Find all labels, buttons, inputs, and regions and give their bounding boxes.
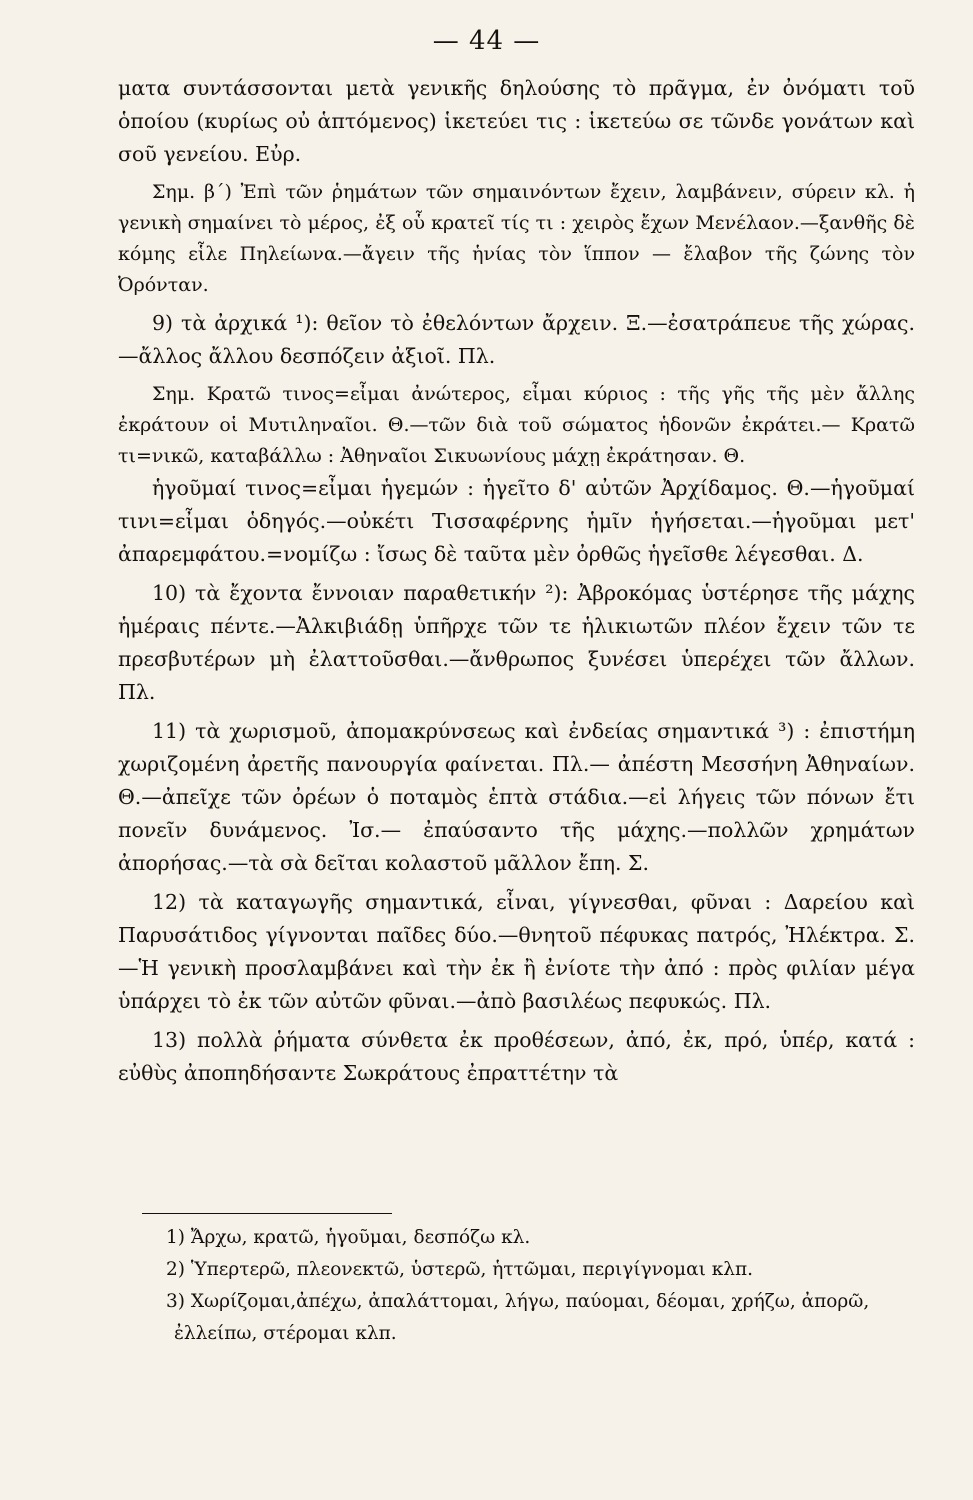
footnote-divider	[142, 1213, 392, 1214]
paragraph-item-13: 13) πολλὰ ῥήματα σύνθετα ἐκ προθέσεων, ἀπό, ἐκ, πρό, ὑπέρ, κατά : εὐθὺς ἀποπηδήσαντε Σωκράτους ἐπραττέτην τὰ	[118, 1028, 915, 1085]
note-paragraph-krato: Σημ. Κρατῶ τινος=εἶμαι ἀνώτερος, εἶμαι κύριος : τῆς γῆς τῆς μὲν ἄλλης ἐκράτουν οἱ Μυτιληναῖοι. Θ.—τῶν διὰ τοῦ σώματος ἡδονῶν ἐκράτει.— Κρατῶ τι=νικῶ, καταβάλλω : Ἀθηναῖοι Σικυωνίους μάχῃ ἐκράτησαν. Θ.	[118, 383, 915, 467]
paragraph-item-11: 11) τὰ χωρισμοῦ, ἀπομακρύνσεως καὶ ἐνδείας σημαντικά ³) : ἐπιστήμη χωριζομένη ἀρετῆς πανουργία φαίνεται. Πλ.— ἀπέστη Μεσσήνη Ἀθηναίων. Θ.—ἀπεῖχε τῶν ὀρέων ὁ ποταμὸς ἑπτὰ στάδια.—εἰ λήγεις τῶν πόνων ἔτι πονεῖν δυνάμενος. Ἰσ.— ἐπαύσαντο τῆς μάχης.—πολλῶν χρημάτων ἀπορήσας.—τὰ σὰ δεῖται κολαστοῦ μᾶλλον ἔπη. Σ.	[118, 719, 915, 875]
paragraph-item-10: 10) τὰ ἔχοντα ἔννοιαν παραθετικήν ²): Ἀβροκόμας ὑστέρησε τῆς μάχης ἡμέραις πέντε.—Ἀλκιβιάδῃ ὑπῆρχε τῶν τε ἡλικιωτῶν πλέον ἔχειν τῶν τε πρεσβυτέρων μὴ ἐλαττοῦσθαι.—ἄνθρωπος ξυνέσει ὑπερέχει τῶν ἄλλων. Πλ.	[118, 581, 915, 704]
note-paragraph-beta: Σημ. β΄) Ἐπὶ τῶν ῥημάτων τῶν σημαινόντων ἔχειν, λαμβάνειν, σύρειν κλ. ἡ γενικὴ σημαίνει τὸ μέρος, ἐξ οὗ κρατεῖ τίς τι : χειρὸς ἔχων Μενέλαον.—ξανθῆς δὲ κόμης εἷλε Πηλείωνα.—ἄγειν τῆς ἡνίας τὸν ἵππον — ἔλαβον τῆς ζώνης τὸν Ὀρόνταν.	[118, 181, 915, 296]
paragraph-item-9: 9) τὰ ἀρχικά ¹): θεῖον τὸ ἐθελόντων ἄρχειν. Ξ.—ἐσατράπευε τῆς χώρας.—ἄλλος ἄλλου δεσπόζειν ἀξιοῖ. Πλ.	[118, 311, 915, 368]
main-text	[118, 72, 915, 1090]
footnote-1: 1) Ἄρχω, κρατῶ, ἡγοῦμαι, δεσπόζω κλ.	[166, 1227, 531, 1248]
footnote-2: 2) Ὑπερτερῶ, πλεονεκτῶ, ὑστερῶ, ἡττῶμαι, περιγίγνομαι κλπ.	[166, 1259, 754, 1280]
footnote-3: 3) Χωρίζομαι,ἀπέχω, ἀπαλάττομαι, λήγω, παύομαι, δέομαι, χρήζω, ἀπορῶ, ἐλλείπω, στέρομαι κλπ.	[166, 1291, 870, 1344]
footnotes	[118, 1222, 915, 1350]
paragraph-continuation: ματα συντάσσονται μετὰ γενικῆς δηλούσης τὸ πρᾶγμα, ἐν ὀνόματι τοῦ ὁποίου (κυρίως οὐ ἁπτόμενος) ἱκετεύει τις : ἱκετεύω σε τῶνδε γονάτων καὶ σοῦ γενείου. Εὐρ.	[118, 76, 915, 166]
paragraph-hegoumai: ἡγοῦμαί τινος=εἶμαι ἡγεμών : ἡγεῖτο δ' αὐτῶν Ἀρχίδαμος. Θ.—ἡγοῦμαί τινι=εἶμαι ὁδηγός.—οὐκέτι Τισσαφέρνης ἡμῖν ἡγήσεται.—ἡγοῦμαι μετ' ἀπαρεμφάτου.=νομίζω : ἴσως δὲ ταῦτα μὲν ὀρθῶς ἡγεῖσθε λέγεσθαι. Δ.	[118, 476, 915, 566]
page-number: — 44 —	[432, 26, 541, 56]
paragraph-item-12: 12) τὰ καταγωγῆς σημαντικά, εἶναι, γίγνεσθαι, φῦναι : Δαρείου καὶ Παρυσάτιδος γίγνονται παῖδες δύο.—θνητοῦ πέφυκας πατρός, Ἠλέκτρα. Σ.—Ἡ γενικὴ προσλαμβάνει καὶ τὴν ἐκ ἢ ἐνίοτε τὴν ἀπό : πρὸς φιλίαν μέγα ὑπάρχει τὸ ἐκ τῶν αὐτῶν φῦναι.—ἀπὸ βασιλέως πεφυκώς. Πλ.	[118, 890, 915, 1013]
